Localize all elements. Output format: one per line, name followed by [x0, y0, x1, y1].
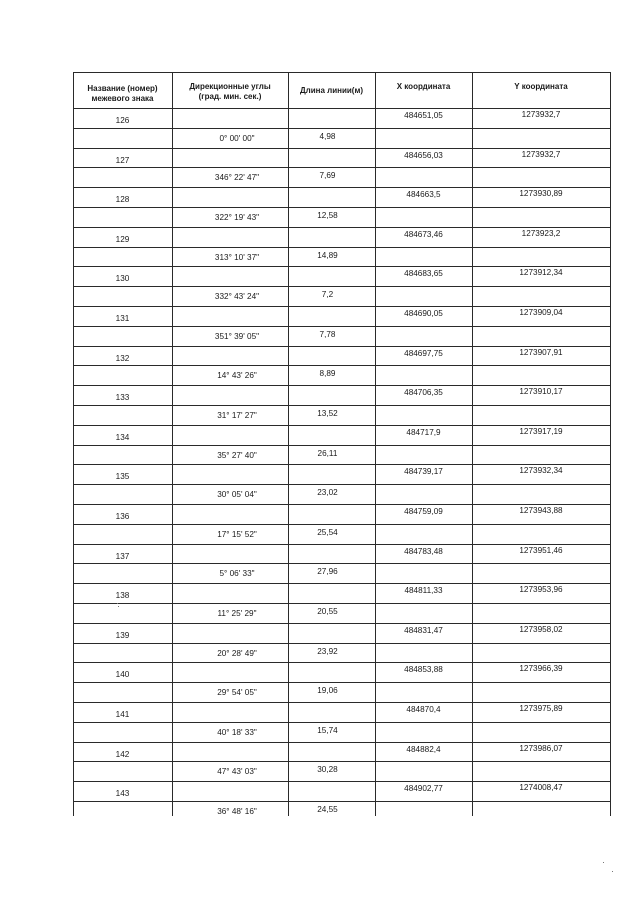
point-y: 1273907,91 — [519, 347, 563, 357]
row-border — [73, 187, 611, 188]
point-y: 1273909,04 — [519, 308, 563, 317]
column-border — [73, 72, 74, 816]
row-border — [73, 128, 611, 129]
header-angle — [172, 78, 288, 106]
segment-length: 7,69 — [319, 171, 336, 181]
point-name: 135 — [115, 472, 130, 482]
segment-angle: 11° 25' 29" — [217, 609, 257, 618]
point-name: 130 — [115, 274, 130, 284]
segment-length: 8,89 — [319, 369, 336, 379]
row-border — [73, 504, 611, 505]
point-x: 484811,33 — [404, 586, 443, 596]
scan-speck — [612, 871, 613, 872]
segment-length: 7,78 — [319, 329, 336, 339]
point-y: 1274008,47 — [519, 783, 563, 793]
point-name: 141 — [115, 710, 130, 719]
scan-speck — [117, 603, 118, 604]
column-border — [288, 72, 289, 816]
row-border — [73, 484, 611, 485]
segment-length: 7,2 — [321, 290, 334, 300]
segment-length: 23,02 — [317, 488, 338, 498]
point-name: 126 — [115, 116, 130, 125]
point-y: 1273910,17 — [519, 387, 563, 397]
column-border — [172, 72, 173, 816]
point-x: 484651,05 — [404, 111, 443, 120]
segment-length: 15,74 — [317, 725, 338, 735]
header-name — [73, 80, 172, 108]
row-border — [73, 781, 611, 782]
segment-length: 19,06 — [317, 686, 338, 696]
point-x: 484683,65 — [404, 269, 443, 279]
point-name: 136 — [115, 512, 130, 521]
row-border — [73, 583, 611, 584]
row-border — [73, 722, 611, 723]
point-name: 143 — [115, 789, 130, 799]
point-x: 484759,09 — [404, 507, 443, 516]
point-name: 131 — [115, 314, 130, 323]
segment-angle: 29° 54' 05" — [217, 688, 257, 698]
point-y: 1273966,39 — [519, 664, 563, 674]
segment-angle: 322° 19' 43" — [214, 213, 260, 222]
point-y: 1273930,89 — [519, 189, 563, 199]
point-y: 1273932,7 — [521, 110, 561, 119]
point-x: 484690,05 — [404, 309, 443, 318]
row-border — [73, 464, 611, 465]
row-border — [73, 662, 611, 663]
segment-angle: 35° 27' 40" — [217, 450, 257, 460]
row-border — [73, 266, 611, 267]
header-name-line2: межевого знака — [91, 94, 154, 103]
header-angle-line1: Дирекционные углы — [189, 82, 271, 91]
row-border — [73, 702, 611, 703]
point-x: 484870,4 — [406, 705, 441, 714]
segment-length: 12,58 — [317, 211, 338, 220]
row-border — [73, 563, 611, 564]
row-border — [73, 801, 611, 802]
point-y: 1273943,88 — [519, 506, 563, 515]
row-border — [73, 286, 611, 287]
segment-angle: 14° 43' 26" — [217, 371, 257, 381]
point-name: 139 — [115, 630, 130, 640]
segment-length: 26,11 — [317, 448, 338, 458]
segment-length: 23,92 — [317, 646, 338, 656]
point-x: 484902,77 — [404, 784, 443, 794]
point-y: 1273975,89 — [519, 704, 563, 713]
row-border — [73, 405, 611, 406]
scan-speck — [118, 606, 119, 607]
table-top-border — [73, 72, 611, 73]
row-border — [73, 207, 611, 208]
row-border — [73, 524, 611, 525]
row-border — [73, 643, 611, 644]
point-y: 1273932,34 — [519, 466, 563, 476]
segment-angle: 313° 10' 37" — [214, 252, 260, 262]
point-x: 484853,88 — [404, 665, 443, 675]
point-name: 140 — [115, 670, 130, 680]
row-border — [73, 445, 611, 446]
header-bottom-border — [73, 108, 611, 109]
segment-angle: 47° 43' 03" — [217, 767, 257, 777]
header-y: Y координата — [514, 82, 568, 91]
segment-angle: 351° 39' 05" — [214, 331, 260, 341]
header-angle-line2: (град. мин. сек.) — [198, 92, 262, 101]
point-x: 484706,35 — [404, 388, 443, 398]
column-border — [610, 72, 611, 816]
segment-length: 24,55 — [317, 805, 338, 814]
point-y: 1273986,07 — [519, 743, 563, 753]
segment-length: 30,28 — [317, 765, 338, 775]
point-name: 137 — [115, 551, 130, 561]
segment-angle: 5° 06' 33" — [219, 569, 255, 579]
segment-length: 27,96 — [317, 567, 338, 577]
point-name: 142 — [115, 749, 130, 759]
point-name: 128 — [115, 195, 130, 205]
point-x: 484882,4 — [406, 744, 441, 754]
point-x: 484697,75 — [404, 348, 443, 358]
point-x: 484656,03 — [404, 150, 443, 160]
segment-angle: 17° 15' 52" — [217, 529, 257, 539]
point-name: 132 — [115, 353, 130, 363]
point-x: 484673,46 — [404, 229, 443, 239]
point-x: 484831,47 — [404, 625, 443, 635]
header-length: Длина линии(м) — [299, 86, 364, 95]
row-border — [73, 385, 611, 386]
segment-length: 13,52 — [317, 409, 338, 418]
point-x: 484739,17 — [404, 467, 443, 477]
segment-length: 4,98 — [319, 131, 336, 141]
row-border — [73, 167, 611, 168]
row-border — [73, 682, 611, 683]
point-y: 1273958,02 — [519, 624, 563, 634]
segment-angle: 40° 18' 33" — [217, 727, 257, 737]
point-y: 1273932,7 — [521, 149, 561, 159]
point-x: 484717,9 — [406, 427, 441, 437]
segment-angle: 30° 05' 04" — [217, 490, 257, 500]
header-name-line1: Название (номер) — [87, 84, 158, 93]
point-name: 129 — [115, 234, 130, 244]
point-name: 127 — [115, 155, 130, 165]
point-name: 138 — [115, 591, 130, 601]
point-y: 1273951,46 — [519, 545, 563, 555]
point-y: 1273923,2 — [521, 228, 561, 238]
row-border — [73, 761, 611, 762]
point-x: 484663,5 — [406, 190, 441, 200]
row-border — [73, 247, 611, 248]
segment-angle: 0° 00' 00" — [219, 133, 255, 143]
segment-angle: 332° 43' 24" — [214, 292, 260, 302]
row-border — [73, 306, 611, 307]
point-y: 1273953,96 — [519, 585, 563, 595]
segment-length: 25,54 — [317, 527, 338, 537]
scan-speck — [603, 862, 604, 863]
header-x: X координата — [396, 82, 451, 91]
segment-angle: 31° 17' 27" — [217, 411, 257, 420]
segment-angle: 36° 48' 16" — [217, 807, 257, 816]
point-name: 133 — [115, 393, 130, 403]
point-y: 1273912,34 — [519, 268, 563, 278]
segment-angle: 346° 22' 47" — [214, 173, 260, 183]
segment-length: 20,55 — [317, 607, 338, 616]
row-border — [73, 365, 611, 366]
point-y: 1273917,19 — [519, 426, 563, 436]
segment-length: 14,89 — [317, 250, 338, 260]
point-x: 484783,48 — [404, 546, 443, 556]
row-border — [73, 603, 611, 604]
row-border — [73, 326, 611, 327]
point-name: 134 — [115, 432, 130, 442]
segment-angle: 20° 28' 49" — [217, 648, 257, 658]
